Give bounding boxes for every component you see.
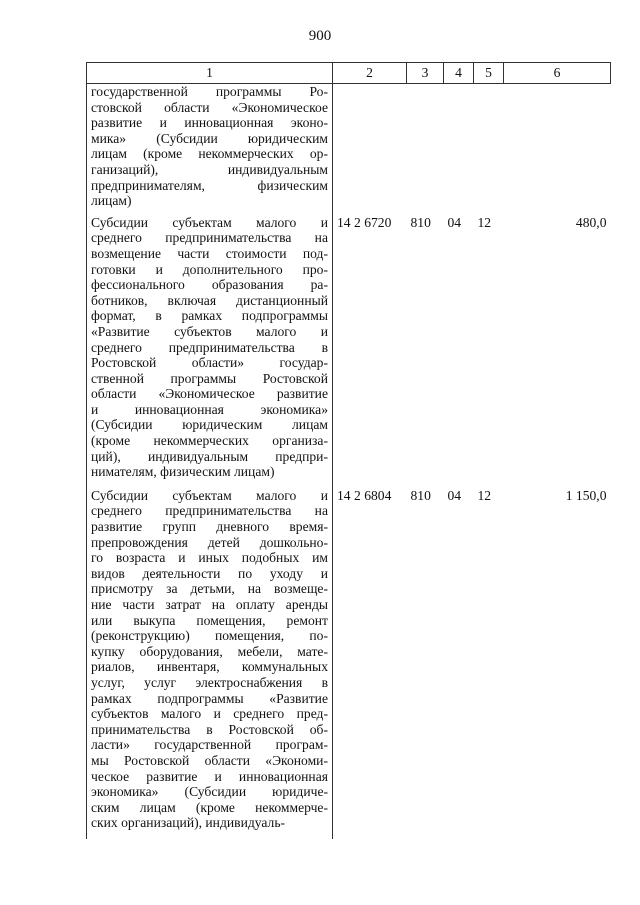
row-rz: 04 — [447, 214, 462, 230]
row-pr: 12 — [477, 487, 492, 503]
table-header-row — [87, 63, 611, 84]
description-line: мика» (Субсидии юридическим — [91, 130, 328, 146]
description-line: среднего предпринимательства в — [91, 339, 328, 355]
description-line: го возраста и иных подобных им — [91, 550, 328, 566]
description-line: развитие групп дневного время- — [91, 519, 328, 535]
description-line: препровождения детей дошкольно- — [91, 534, 328, 550]
row-rz: 04 — [447, 487, 462, 503]
description-line: нимателям, физическим лицам) — [91, 464, 275, 480]
row-vr: 810 — [410, 487, 431, 503]
page-number: 900 — [308, 28, 332, 44]
header-col-2: 2 — [333, 63, 407, 84]
description-line: готовки и дополнительного про- — [91, 261, 328, 277]
description-line: предпринимателям, физическим — [91, 177, 328, 193]
description-line: «Развитие субъектов малого и — [91, 323, 328, 339]
description-line: услуг, услуг электроснабжения в — [91, 674, 328, 690]
description-line: видов деятельности по уходу и — [91, 565, 328, 581]
description-line: (реконструкцию) помещения, по- — [91, 628, 328, 644]
description-line: ботников, включая дистанционный — [91, 292, 328, 308]
description-line: ций), индивидуальным предпри- — [91, 448, 328, 464]
row-sum — [504, 84, 611, 215]
row-description — [87, 488, 333, 839]
description-line: Субсидии субъектам малого и — [91, 214, 328, 230]
description-line: Субсидии субъектам малого и — [91, 487, 328, 503]
description-line: принимательства в Ростовской об- — [91, 721, 328, 737]
description-line: лицам) — [91, 193, 132, 209]
row-vr — [407, 84, 444, 215]
row-code: 14 2 6720 — [337, 214, 392, 230]
description-line: фессионального образования ра- — [91, 277, 328, 293]
row-description — [87, 84, 333, 215]
description-line: возмещение части стоимости под- — [91, 245, 328, 261]
row-rz — [444, 84, 474, 215]
description-line: ских организаций), индивидуаль- — [91, 815, 286, 831]
description-line: ние части затрат на оплату аренды — [91, 597, 328, 612]
row-description — [87, 215, 333, 488]
description-line: экономика» (Субсидии юридиче- — [91, 784, 328, 800]
description-line: формат, в рамках подпрограммы — [91, 308, 328, 324]
description-line: ласти» государственной програм- — [91, 737, 328, 753]
header-col-3: 3 — [407, 63, 444, 84]
row-code: 14 2 6804 — [337, 487, 392, 503]
row-code — [333, 84, 407, 215]
description-line: государственной программы Ро- — [91, 84, 328, 99]
header-col-4: 4 — [444, 63, 474, 84]
table-body — [87, 84, 611, 839]
description-line: стовской области «Экономическое — [91, 99, 328, 115]
row-pr: 12 — [477, 214, 492, 230]
description-line: ганизаций), индивидуальным — [91, 161, 328, 177]
description-line: развитие и инновационная эконо- — [91, 115, 328, 131]
description-line: лицам (кроме некоммерческих ор- — [91, 146, 328, 162]
description-line: рамках подпрограммы «Развитие — [91, 690, 328, 706]
row-vr: 810 — [410, 214, 431, 230]
description-line: и инновационная экономика» — [91, 401, 328, 417]
description-line: (Субсидии юридическим лицам — [91, 417, 328, 433]
description-line: мы Ростовской области «Экономи- — [91, 752, 328, 768]
header-col-1: 1 — [87, 63, 333, 84]
table-row — [87, 215, 611, 488]
table-row — [87, 488, 611, 839]
description-line: области «Экономическое развитие — [91, 386, 328, 402]
description-line: среднего предпринимательства на — [91, 503, 328, 519]
description-line: среднего предпринимательства на — [91, 230, 328, 246]
description-line: ческое развитие и инновационная — [91, 768, 328, 784]
budget-table — [86, 62, 611, 839]
row-sum: 1 150,0 — [565, 487, 607, 503]
description-line: ским лицам (кроме некоммерче- — [91, 799, 328, 815]
header-col-6: 6 — [504, 63, 611, 84]
table-row — [87, 84, 611, 215]
description-line: присмотру за детьми, на возмеще- — [91, 581, 328, 597]
row-sum: 480,0 — [575, 214, 607, 230]
description-line: купку оборудования, мебели, мате- — [91, 643, 328, 659]
description-line: риалов, инвентаря, коммунальных — [91, 659, 328, 675]
description-line: ственной программы Ростовской — [91, 370, 328, 386]
row-pr — [474, 84, 504, 215]
description-line: Ростовской области» государ- — [91, 355, 328, 371]
description-line: или выкупа помещения, ремонт — [91, 612, 328, 628]
description-line: субъектов малого и среднего пред- — [91, 706, 328, 722]
description-line: (кроме некоммерческих организа- — [91, 433, 328, 449]
header-col-5: 5 — [474, 63, 504, 84]
